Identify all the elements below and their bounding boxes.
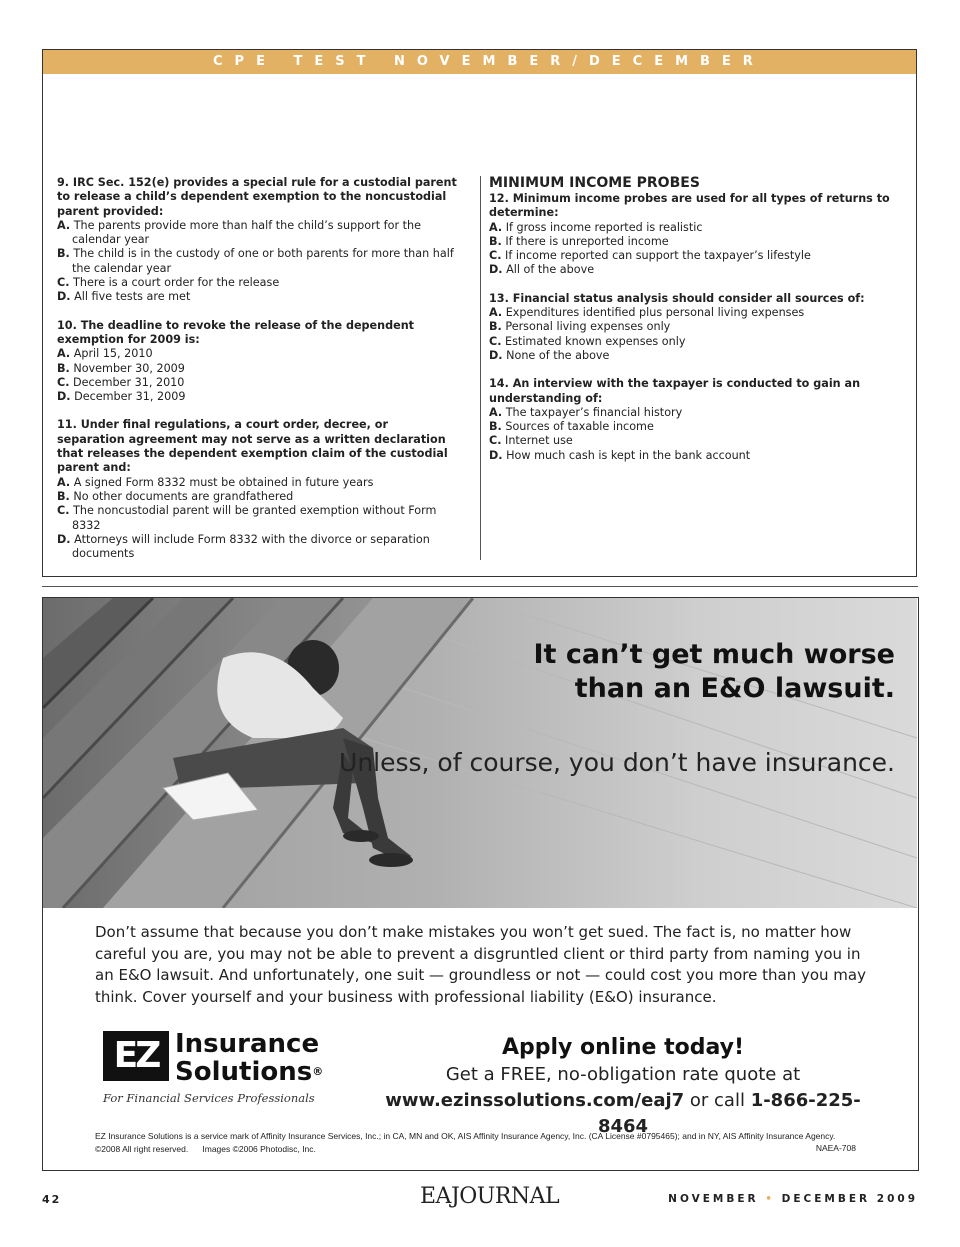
answer-option	[489, 420, 899, 434]
ad-headline-line-1: It can’t get much worse	[533, 639, 895, 670]
answer-option	[57, 362, 457, 376]
option-letter: A.	[57, 218, 71, 232]
option-text: How much cash is kept in the bank account	[506, 448, 751, 462]
option-letter: C.	[489, 249, 502, 263]
answer-option	[489, 320, 899, 334]
cpe-right-column	[489, 176, 899, 477]
option-letter: C.	[57, 276, 70, 290]
option-letter: A.	[489, 405, 503, 419]
option-text: All of the above	[506, 263, 595, 277]
journal-logo: EAJOURNAL	[420, 1184, 560, 1209]
fine-print-line-1: EZ Insurance Solutions is a service mark of Affinity Insurance Services, Inc.; in CA, MN and OK, AIS Affinity Insurance Agency, Inc. (CA License #0795465); and in NY, AIS Affinity Insurance Agency.	[95, 1131, 836, 1141]
apply-section	[363, 1034, 883, 1140]
option-text: A signed Form 8332 must be obtained in future years	[73, 475, 374, 489]
answer-option	[57, 347, 457, 361]
date-separator: •	[765, 1193, 775, 1205]
option-letter: B.	[489, 234, 502, 248]
answer-option	[489, 249, 899, 263]
logo-wordmark	[175, 1030, 323, 1086]
option-text: Sources of taxable income	[505, 420, 654, 434]
answer-option	[57, 390, 457, 404]
issue-month-right: DECEMBER 2009	[781, 1193, 918, 1205]
option-text: No other documents are grandfathered	[73, 489, 294, 503]
logo-line-2: Solutions	[175, 1057, 313, 1087]
option-text: All five tests are met	[74, 290, 191, 304]
fine-print	[95, 1130, 885, 1156]
question-block	[489, 192, 899, 278]
question-text: 12. Minimum income probes are used for all types of returns to determine:	[489, 192, 890, 220]
option-text: December 31, 2009	[74, 390, 186, 404]
ad-code: NAEA-708	[815, 1143, 856, 1153]
answer-option	[57, 247, 457, 276]
question-text: 13. Financial status analysis should consider all sources of:	[489, 291, 865, 305]
option-text: If gross income reported is realistic	[505, 220, 703, 234]
option-text: December 31, 2010	[73, 375, 185, 389]
option-text: Expenditures identified plus personal living expenses	[505, 306, 805, 320]
option-text: The noncustodial parent will be granted exemption without Form 8332	[72, 504, 437, 532]
ad-body-text: Don’t assume that because you don’t make mistakes you won’t get sued. The fact is, no matter how careful you are, you may not be able to prevent a disgruntled client or third party from naming you in an E&O lawsuit. And unfortunately, one suit — groundless or not — could cost you more than you may think. Cover yourself and your business with professional liability (E&O) insurance.	[95, 923, 866, 1006]
option-letter: B.	[57, 489, 70, 503]
option-text: Attorneys will include Form 8332 with the divorce or separation documents	[72, 532, 430, 561]
option-text: The child is in the custody of one or both parents for more than half the calendar year	[72, 247, 454, 275]
registered-mark: ®	[312, 1065, 324, 1078]
answer-option	[57, 376, 457, 390]
apply-phone[interactable]: 1-866-225-8464	[597, 1090, 861, 1137]
answer-option	[489, 335, 899, 349]
answer-option	[489, 449, 899, 463]
issue-month-left: NOVEMBER	[668, 1193, 759, 1205]
option-letter: D.	[57, 532, 71, 546]
option-text: April 15, 2010	[73, 347, 153, 361]
option-letter: A.	[57, 475, 71, 489]
ad-headline-line-2: than an E&O lawsuit.	[574, 673, 895, 704]
option-text: There is a court order for the release	[73, 276, 280, 290]
separator-rule	[42, 586, 918, 587]
option-letter: B.	[489, 420, 502, 434]
option-letter: A.	[489, 220, 503, 234]
answer-option	[489, 434, 899, 448]
answer-option	[57, 476, 457, 490]
option-letter: C.	[489, 434, 502, 448]
option-letter: D.	[489, 448, 503, 462]
option-letter: A.	[57, 347, 71, 361]
option-letter: D.	[57, 290, 71, 304]
cpe-left-column	[57, 176, 457, 575]
ad-subhead: Unless, of course, you don’t have insurance.	[339, 748, 895, 777]
cpe-test-box	[42, 49, 917, 577]
question-block	[57, 418, 457, 561]
question-text: 10. The deadline to revoke the release of the dependent exemption for 2009 is:	[57, 318, 415, 346]
option-letter: D.	[489, 348, 503, 362]
option-letter: C.	[489, 334, 502, 348]
ez-logo-mark: EZ	[103, 1031, 169, 1081]
question-block	[489, 377, 899, 463]
logo-line-1: Insurance	[175, 1029, 320, 1059]
answer-option	[57, 290, 457, 304]
ad-photo	[43, 598, 917, 908]
issue-date	[668, 1193, 918, 1205]
question-text: 14. An interview with the taxpayer is conducted to gain an understanding of:	[489, 377, 861, 405]
page-number: 42	[42, 1193, 62, 1206]
option-text: If there is unreported income	[505, 234, 669, 248]
logo-tagline: For Financial Services Professionals	[103, 1091, 315, 1105]
column-divider	[480, 176, 481, 560]
option-letter: B.	[57, 247, 70, 261]
option-letter: C.	[57, 375, 70, 389]
apply-title: Apply online today!	[501, 1035, 745, 1060]
option-text: November 30, 2009	[73, 361, 185, 375]
answer-option	[57, 219, 457, 248]
option-letter: D.	[57, 390, 71, 404]
option-text: If income reported can support the taxpayer’s lifestyle	[505, 249, 811, 263]
option-text: Estimated known expenses only	[505, 334, 686, 348]
option-text: Internet use	[505, 434, 573, 448]
option-text: The parents provide more than half the child’s support for the calendar year	[72, 218, 421, 247]
answer-option	[57, 490, 457, 504]
section-title: MINIMUM INCOME PROBES	[489, 175, 700, 191]
question-block	[57, 319, 457, 405]
option-letter: A.	[489, 306, 503, 320]
apply-line: Get a FREE, no-obligation rate quote at	[445, 1064, 801, 1085]
apply-or-text: or call	[684, 1090, 751, 1111]
answer-option	[489, 263, 899, 277]
option-letter: B.	[57, 361, 70, 375]
answer-option	[489, 221, 899, 235]
option-text: The taxpayer’s financial history	[505, 405, 683, 419]
question-text: 11. Under final regulations, a court order, decree, or separation agreement may not serve as a written declaration that releases the dependent exemption claim of the custodial parent and:	[57, 418, 448, 475]
answer-option	[489, 349, 899, 363]
cpe-test-header: CPE TEST NOVEMBER/DECEMBER	[43, 50, 916, 74]
option-letter: B.	[489, 320, 502, 334]
question-block	[489, 292, 899, 363]
ad-headline	[534, 638, 895, 706]
option-text: Personal living expenses only	[505, 320, 671, 334]
answer-option	[57, 276, 457, 290]
answer-option	[57, 533, 457, 562]
apply-url-link[interactable]: www.ezinssolutions.com/eaj7	[385, 1090, 685, 1111]
answer-option	[489, 406, 899, 420]
insurance-advertisement	[42, 597, 919, 1171]
answer-option	[489, 235, 899, 249]
answer-option	[57, 504, 457, 533]
option-text: None of the above	[506, 348, 610, 362]
question-text: 9. IRC Sec. 152(e) provides a special rule for a custodial parent to release a child’s dependent exemption to the noncustodial parent provided:	[57, 176, 457, 218]
fine-print-line-2: ©2008 All right reserved. Images ©2006 Photodisc, Inc.	[95, 1144, 316, 1154]
answer-option	[489, 306, 899, 320]
option-letter: C.	[57, 504, 70, 518]
option-letter: D.	[489, 263, 503, 277]
question-block	[57, 176, 457, 305]
